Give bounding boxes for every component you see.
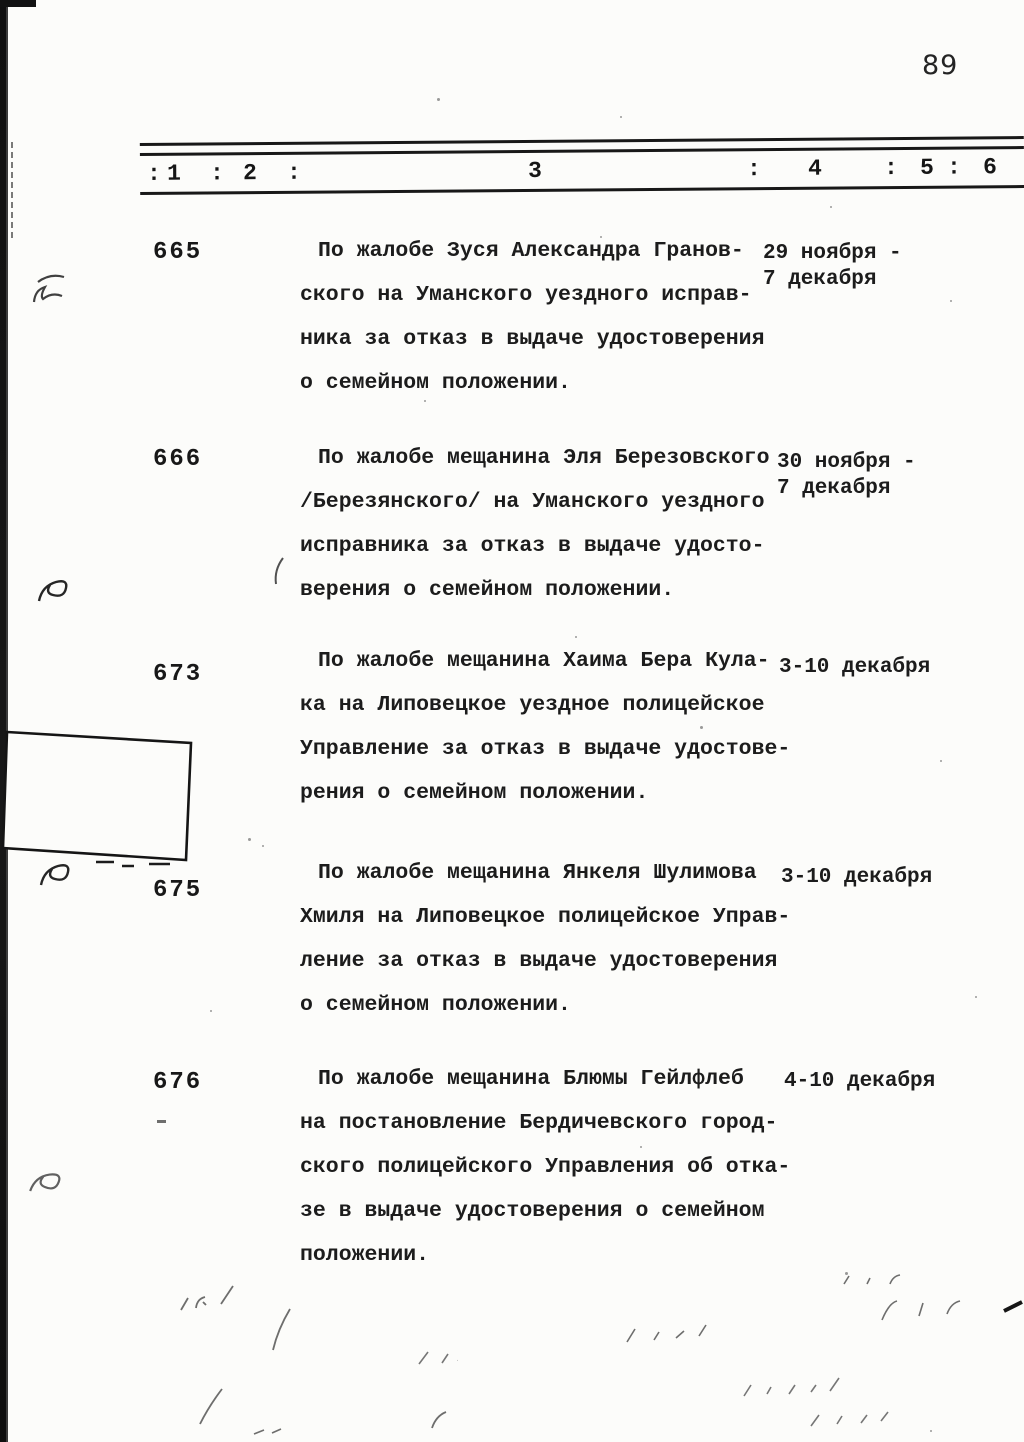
handwritten-mark xyxy=(270,554,286,590)
scan-speckle xyxy=(830,206,832,208)
pencil-scribble xyxy=(838,1262,908,1292)
handwritten-mark xyxy=(26,266,74,312)
column-label-3: 3 xyxy=(527,157,542,184)
entry-dates xyxy=(763,241,902,292)
entry-number: 665 xyxy=(153,239,203,266)
column-separator: : xyxy=(946,154,961,181)
description-line: верения о семейном положении. xyxy=(300,578,675,602)
column-separator: : xyxy=(746,156,761,183)
column-separator: : xyxy=(883,155,898,182)
scan-speckle xyxy=(640,1146,642,1148)
entry-dates xyxy=(779,655,930,681)
description-line: ление за отказ в выдаче удостоверения xyxy=(300,949,778,973)
scan-speckle xyxy=(248,838,251,841)
pencil-scribble xyxy=(268,1304,296,1354)
entry-description xyxy=(300,851,805,1027)
header-rule-bottom xyxy=(140,185,1024,195)
entry-number: 675 xyxy=(153,877,203,904)
description-line: исправника за отказ в выдаче удосто- xyxy=(300,534,765,558)
header-rule-top xyxy=(140,136,1024,145)
pencil-scribble xyxy=(196,1384,228,1426)
binding-edge xyxy=(0,0,8,1442)
description-line: ского на Уманского уездного исправ- xyxy=(300,283,752,307)
pencil-scribble xyxy=(250,1424,284,1438)
description-line: Хмиля на Липовецкое полицейское Управ- xyxy=(300,905,791,929)
description-line: ника за отказ в выдаче удостоверения xyxy=(300,327,765,351)
column-separator: : xyxy=(209,160,224,187)
description-line: По жалобе мещанина Янкеля Шулимова xyxy=(318,861,757,885)
handwritten-mark xyxy=(34,858,76,900)
scan-speckle xyxy=(262,845,264,847)
date-line: 7 декабря xyxy=(763,267,877,291)
entry-description xyxy=(300,1057,805,1277)
pencil-scribble xyxy=(426,1406,452,1434)
date-line: 3-10 декабря xyxy=(781,866,933,889)
margin-ruling-dashes xyxy=(11,142,13,238)
date-line: 4-10 декабря xyxy=(784,1070,936,1093)
column-label-2: 2 xyxy=(242,160,257,187)
description-line: По жалобе мещанина Эля Березовского xyxy=(318,446,770,470)
ink-stroke xyxy=(1002,1298,1024,1314)
pencil-scribble xyxy=(176,1280,240,1318)
scan-speckle xyxy=(600,236,602,238)
scan-speckle xyxy=(437,98,440,101)
description-line: о семейном положении. xyxy=(300,993,571,1017)
entry-description xyxy=(300,229,805,405)
scan-speckle xyxy=(975,996,977,998)
page-number: 89 xyxy=(922,50,959,81)
date-line: 3-10 декабря xyxy=(779,656,931,679)
pasted-paper-patch xyxy=(0,726,200,876)
entry-number: 673 xyxy=(153,661,203,688)
scan-speckle xyxy=(424,400,426,402)
description-line: По жалобе Зуся Александра Гранов- xyxy=(318,239,744,263)
column-label-5: 5 xyxy=(919,154,934,181)
description-line: По жалобе мещанина Хаима Бера Кула- xyxy=(318,649,770,673)
description-line: ского полицейского Управления об отка- xyxy=(300,1155,791,1179)
date-line: 29 ноября - xyxy=(763,242,902,265)
description-line: зе в выдаче удостоверения о семейном xyxy=(300,1199,765,1223)
handwritten-mark xyxy=(32,574,74,616)
date-line: 30 ноября - xyxy=(777,451,916,474)
scan-speckle xyxy=(950,300,952,302)
description-line: ка на Липовецкое уездное полицейское xyxy=(300,693,765,717)
pencil-scribble xyxy=(622,1318,708,1348)
column-separator: : xyxy=(286,159,301,186)
entry-description xyxy=(300,436,805,612)
handwritten-mark xyxy=(21,1161,69,1210)
column-label-6: 6 xyxy=(982,154,997,181)
entry-dates xyxy=(777,450,916,501)
scan-speckle xyxy=(575,636,577,638)
description-line: о семейном положении. xyxy=(300,371,571,395)
column-label-4: 4 xyxy=(807,155,822,182)
description-line: По жалобе мещанина Блюмы Гейлфлеб xyxy=(318,1067,744,1091)
scan-speckle xyxy=(930,1430,932,1432)
scan-speckle xyxy=(700,726,703,729)
pencil-scribble xyxy=(876,1290,972,1328)
scan-speckle xyxy=(620,116,622,118)
column-label-1: 1 xyxy=(166,160,181,187)
description-line: Управление за отказ в выдаче удостове- xyxy=(300,737,791,761)
entry-number: 676 xyxy=(153,1069,203,1096)
entry-description xyxy=(300,639,805,815)
scan-speckle xyxy=(940,760,942,762)
entry-dates xyxy=(784,1069,935,1095)
entry-number: 666 xyxy=(153,446,203,473)
pencil-dash xyxy=(157,1120,166,1123)
description-line: /Березянского/ на Уманского уездного xyxy=(300,490,765,514)
description-line: на постановление Бердичевского город- xyxy=(300,1111,778,1135)
date-line: 7 декабря xyxy=(777,476,891,500)
description-line: рения о семейном положении. xyxy=(300,781,649,805)
pencil-scribble xyxy=(806,1400,890,1434)
description-line: положении. xyxy=(300,1243,430,1267)
binding-corner xyxy=(0,0,36,7)
table-header xyxy=(140,124,1024,203)
pencil-scribble xyxy=(414,1342,458,1370)
entry-dates xyxy=(781,865,932,891)
column-separator: : xyxy=(146,160,161,187)
scan-speckle xyxy=(210,1010,212,1012)
